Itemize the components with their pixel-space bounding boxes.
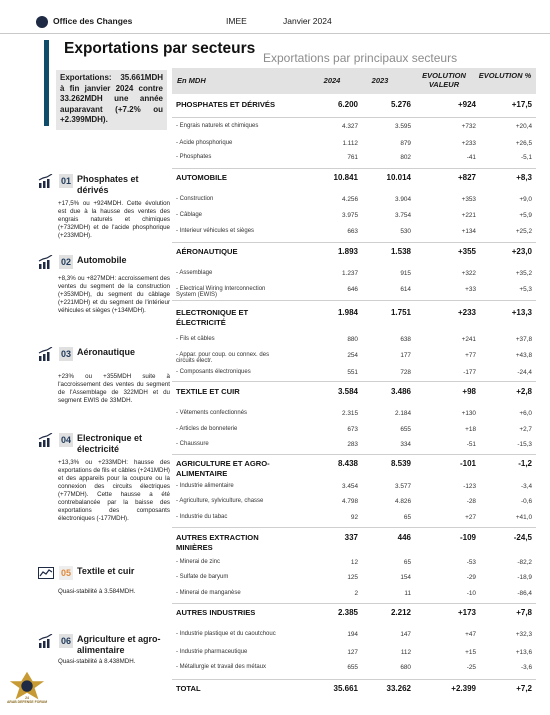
value-2024: 10.841 [333,173,358,182]
evolution-value: +130 [461,410,476,417]
evolution-value: -177 [463,369,476,376]
evolution-pct: +6,0 [519,410,532,417]
value-2023: 3.754 [395,212,411,219]
evolution-pct: +2,8 [516,387,532,396]
row-divider [172,300,536,301]
value-2024: 3.975 [342,212,358,219]
evolution-value: -29 [466,574,476,581]
value-2023: 2.212 [390,608,411,617]
value-2024: 3.454 [342,483,358,490]
value-2024: 761 [347,154,358,161]
row-label: AUTRES INDUSTRIES [176,608,256,617]
evolution-pct: +5,3 [519,286,532,293]
value-2024: 127 [347,649,358,656]
evolution-value: +233 [457,308,476,317]
row-label: - Industrie plastique et du caoutchouc [176,631,276,637]
value-2024: 254 [347,352,358,359]
bar-chart-icon [38,433,54,447]
sector-description: +8,3% ou +827MDH: accroissement des ventes du segment de la construction (+353MDH), du segment du câblage (+221MDH) et du segment de l'intérieur véhicules et sièges (+134MDH). [58,275,170,314]
value-2024: 194 [347,631,358,638]
table-subtitle: Exportations par principaux secteurs [263,51,458,65]
sector-number: 03 [60,349,71,359]
header-evolution-value: EVOLUTION VALEUR [422,71,466,89]
sector-number: 04 [60,435,71,445]
evolution-pct: -82,2 [517,559,532,566]
value-2023: 334 [400,441,411,448]
sector-name: Aéronautique [77,347,136,357]
evolution-pct: +37,8 [515,336,532,343]
value-2024: 1.893 [337,247,358,256]
row-divider [172,527,536,528]
bullet-icon [36,16,48,28]
evolution-value: +33 [465,286,476,293]
value-2024: 646 [347,286,358,293]
evolution-value: +221 [461,212,476,219]
value-2024: 2 [354,590,358,597]
value-2023: 879 [400,140,411,147]
value-2024: 12 [350,559,358,566]
sector-name: Electronique et électricité [77,433,143,454]
evolution-pct: +9,0 [519,196,532,203]
row-label: - Electrical Wiring Interconnection System (EWIS) [176,286,266,298]
evolution-value: +27 [465,514,476,521]
value-2023: 4.826 [395,498,411,505]
evolution-pct: -1,2 [518,459,532,468]
evolution-value: +924 [457,100,476,109]
evolution-pct: +26,5 [515,140,532,147]
row-label: - Industrie pharmaceutique [176,649,248,655]
row-label: - Câblage [176,212,203,218]
row-divider [172,381,536,382]
evolution-value: -10 [466,590,476,597]
bar-chart-icon [38,347,54,361]
evolution-pct: +35,2 [515,270,532,277]
source-label: IMEE [226,16,247,26]
value-2023: 2.184 [395,410,411,417]
value-2023: 3.577 [395,483,411,490]
page-header [0,10,550,34]
evolution-pct: +32,3 [515,631,532,638]
value-2024: 4.798 [342,498,358,505]
evolution-pct: -0,6 [520,498,532,505]
row-label: - Construction [176,196,214,202]
row-label: AUTOMOBILE [176,173,227,182]
value-2024: 551 [347,369,358,376]
row-label: - Chaussure [176,441,209,447]
evolution-value: +134 [461,228,476,235]
value-2023: 638 [400,336,411,343]
logo-number: 24 [25,696,29,700]
value-2023: 177 [400,352,411,359]
header-2023: 2023 [371,76,389,85]
value-2024: 880 [347,336,358,343]
value-2023: 655 [400,426,411,433]
line-chart-icon [38,566,54,580]
sector-description: +23% ou +355MDH suite à l'accroissement des ventes du segment de l'Assemblage de 322MDH et du segment EWIS de 33MDH. [58,373,170,404]
row-divider [172,603,536,604]
header-evolution-pct: EVOLUTION % [478,71,532,80]
value-2023: 1.538 [390,247,411,256]
sector-number: 06 [60,636,71,646]
evolution-pct: +25,2 [515,228,532,235]
value-2024: 8.438 [337,459,358,468]
logo-name: ARAB DEFENSE FORUM [6,700,48,704]
evolution-value: +353 [461,196,476,203]
value-2024: 92 [350,514,358,521]
value-2024: 1.112 [342,140,358,147]
value-2023: 65 [403,559,411,566]
value-2023: 680 [400,664,411,671]
summary-box: Exportations: 35.661MDH à fin janvier 2024 contre 33.262MDH une année auparavant (+7.2% ou +2.399MDH). [56,70,167,130]
row-label: TEXTILE ET CUIR [176,387,240,396]
evolution-value: +15 [465,649,476,656]
row-label: - Métallurgie et travail des métaux [176,664,267,670]
value-2023: 915 [400,270,411,277]
sector-description: Quasi-stabilité à 3.584MDH. [58,588,136,595]
row-label: - Articles de bonneterie [176,426,238,432]
row-divider [172,242,536,243]
row-label: - Sulfate de baryum [176,574,229,580]
evolution-value: +827 [457,173,476,182]
row-label: AÉRONAUTIQUE [176,247,238,256]
sector-name: Phosphates et dérivés [77,174,139,195]
value-2024: 35.661 [333,684,358,693]
value-2024: 4.327 [342,123,358,130]
value-2024: 655 [347,664,358,671]
row-label: - Interieur véhicules et sièges [176,228,255,234]
value-2023: 5.276 [390,100,411,109]
evolution-pct: +7,2 [516,684,532,693]
value-2023: 728 [400,369,411,376]
row-divider [172,117,536,118]
title-accent-bar [44,40,49,126]
value-2024: 4.256 [342,196,358,203]
row-label: - Industrie du tabac [176,514,228,520]
value-2024: 2.315 [342,410,358,417]
value-2024: 6.200 [337,100,358,109]
value-2023: 802 [400,154,411,161]
value-2023: 530 [400,228,411,235]
value-2024: 1.237 [342,270,358,277]
evolution-value: +47 [465,631,476,638]
value-2023: 3.595 [395,123,411,130]
value-2023: 112 [400,649,411,656]
evolution-pct: +8,3 [516,173,532,182]
value-2023: 65 [403,514,411,521]
row-label: - Appar. pour coup. ou connex. des circuits électr. [176,352,270,364]
evolution-pct: +5,9 [519,212,532,219]
row-label: - Acide phosphorique [176,140,233,146]
evolution-pct: -24,4 [517,369,532,376]
evolution-value: +173 [457,608,476,617]
evolution-pct: -24,5 [513,533,532,542]
evolution-pct: +7,8 [516,608,532,617]
sector-name: Automobile [77,255,127,265]
row-label: - Vêtements confectionnés [176,410,248,416]
value-2024: 673 [347,426,358,433]
evolution-value: +322 [461,270,476,277]
value-2024: 1.984 [337,308,358,317]
row-label: - Industrie alimentaire [176,483,234,489]
evolution-value: -123 [463,483,476,490]
evolution-value: +98 [462,387,476,396]
evolution-value: -53 [466,559,476,566]
value-2024: 3.584 [337,387,358,396]
sector-number: 01 [60,176,71,186]
date-label: Janvier 2024 [283,16,332,26]
evolution-pct: +17,5 [511,100,532,109]
row-label: - Minerai de manganèse [176,590,241,596]
evolution-pct: +43,8 [515,352,532,359]
bar-chart-icon [38,174,54,188]
value-2024: 125 [347,574,358,581]
value-2023: 1.751 [390,308,411,317]
row-divider [172,168,536,169]
evolution-pct: -86,4 [517,590,532,597]
value-2023: 147 [400,631,411,638]
value-2024: 283 [347,441,358,448]
sector-description: +17,5% ou +924MDH. Cette évolution est due à la hausse des ventes des engrais naturels et chimiques (+732MDH) et de l'acide phosphorique (+233MDH). [58,200,170,239]
evolution-value: -28 [466,498,476,505]
evolution-pct: -3,4 [520,483,532,490]
row-label: TOTAL [176,684,201,693]
evolution-value: -101 [459,459,476,468]
evolution-pct: -18,9 [517,574,532,581]
value-2023: 10.014 [386,173,411,182]
value-2023: 446 [397,533,411,542]
row-label: ELECTRONIQUE ET ÉLECTRICITÉ [176,308,249,327]
row-label: - Engrais naturels et chimiques [176,123,259,129]
value-2023: 3.486 [390,387,411,396]
evolution-pct: +23,0 [511,247,532,256]
evolution-value: -109 [459,533,476,542]
evolution-value: -25 [466,664,476,671]
value-2023: 154 [400,574,411,581]
row-label: AGRICULTURE ET AGRO-ALIMENTAIRE [176,459,270,478]
page-title: Exportations par secteurs [64,40,256,57]
row-label: - Agriculture, sylviculture, chasse [176,498,264,504]
evolution-value: +241 [461,336,476,343]
row-label: - Fils et câbles [176,336,215,342]
evolution-pct: -15,3 [517,441,532,448]
row-label: - Assemblage [176,270,213,276]
evolution-pct: +20,4 [515,123,532,130]
value-2023: 614 [400,286,411,293]
value-2024: 663 [347,228,358,235]
row-label: - Composants électroniques [176,369,251,375]
evolution-pct: -3,6 [520,664,532,671]
evolution-value: +355 [457,247,476,256]
evolution-value: +233 [461,140,476,147]
table-header [172,68,536,94]
value-2024: 2.385 [337,608,358,617]
evolution-pct: +13,3 [511,308,532,317]
sector-number: 02 [60,257,71,267]
row-label: AUTRES EXTRACTION MINIÈRES [176,533,259,552]
value-2024: 337 [344,533,358,542]
logo-text [0,696,54,704]
evolution-value: +77 [465,352,476,359]
header-2024: 2024 [323,76,341,85]
header-divider [0,33,550,34]
sector-description: Quasi-stabilité à 8.438MDH. [58,658,136,665]
value-2023: 8.539 [390,459,411,468]
bar-chart-icon [38,634,54,648]
evolution-pct: +2,7 [519,426,532,433]
evolution-value: +18 [465,426,476,433]
row-label: PHOSPHATES ET DÉRIVÉS [176,100,276,109]
row-divider [172,679,536,680]
header-unit: En MDH [177,76,206,85]
bar-chart-icon [38,255,54,269]
evolution-value: -41 [466,154,476,161]
row-label: - Phosphates [176,154,212,160]
row-label: - Minerai de zinc [176,559,221,565]
evolution-value: +2.399 [451,684,476,693]
sector-number: 05 [60,568,71,578]
evolution-value: +732 [461,123,476,130]
evolution-pct: -5,1 [520,154,532,161]
sector-name: Agriculture et agro-alimentaire [77,634,161,655]
org-name: Office des Changes [53,16,133,26]
sector-description: +13,3% ou +233MDH: hausse des exportations de fils et câbles (+241MDH) et des appareils pour la coupure ou la connexion des circuits électriques (+77MDH). Cette hausse a été contrebalancée par la baisse des exportations des composants électroniques (-177MDH). [58,459,170,522]
row-divider [172,454,536,455]
value-2023: 11 [404,590,411,597]
value-2023: 33.262 [386,684,411,693]
evolution-pct: +13,6 [515,649,532,656]
value-2023: 3.904 [395,196,411,203]
sector-name: Textile et cuir [77,566,135,576]
evolution-pct: +41,0 [515,514,532,521]
evolution-value: -51 [466,441,476,448]
